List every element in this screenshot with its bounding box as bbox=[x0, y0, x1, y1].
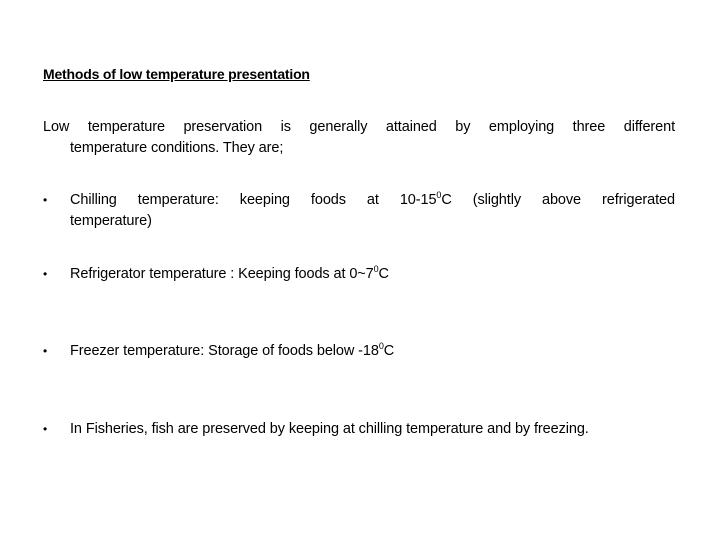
bullet-icon: • bbox=[43, 344, 48, 358]
intro-paragraph bbox=[43, 117, 675, 159]
bullet-line-1 bbox=[70, 190, 675, 211]
intro-line-1: Low temperature preservation is generally attained by employing three different bbox=[43, 119, 675, 135]
bullet-refrigerator bbox=[43, 264, 675, 285]
degree-superscript: 0 bbox=[373, 264, 379, 275]
text-segment: Chilling temperature: keeping foods at 10-15 bbox=[70, 192, 437, 208]
degree-superscript: 0 bbox=[378, 341, 384, 352]
bullet-chilling bbox=[43, 190, 675, 232]
bullet-freezer bbox=[43, 341, 675, 362]
bullet-fisheries bbox=[43, 419, 675, 440]
bullet-text bbox=[70, 264, 675, 285]
bullet-text: In Fisheries, fish are preserved by keeping at chilling temperature and by freezing. bbox=[70, 421, 589, 437]
text-segment: C bbox=[383, 343, 395, 359]
bullet-icon: • bbox=[43, 267, 48, 281]
bullet-text bbox=[70, 341, 675, 362]
text-segment: C (slightly above refrigerated bbox=[441, 192, 675, 208]
text-segment: Refrigerator temperature : Keeping foods at 0~7 bbox=[70, 266, 374, 282]
text-segment: Freezer temperature: Storage of foods below -18 bbox=[70, 343, 379, 359]
bullet-text bbox=[70, 190, 675, 232]
document-title: Methods of low temperature presentation bbox=[43, 66, 310, 82]
degree-superscript: 0 bbox=[436, 190, 442, 201]
bullet-line-2: temperature) bbox=[70, 213, 152, 229]
text-segment: C bbox=[378, 266, 389, 282]
bullet-icon: • bbox=[43, 193, 48, 207]
bullet-icon: • bbox=[43, 422, 48, 436]
intro-line-2: temperature conditions. They are; bbox=[70, 140, 284, 156]
